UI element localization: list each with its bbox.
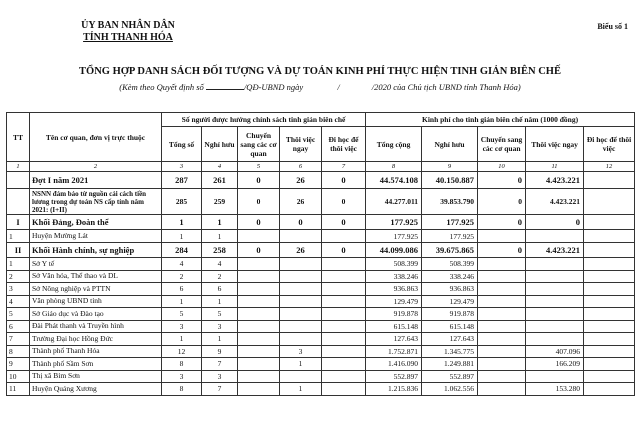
cell-index: 10 [7, 370, 30, 383]
cell-index: 6 [7, 320, 30, 333]
subheader-col-3: Tổng số [162, 127, 202, 162]
cell-value [478, 320, 526, 333]
subtitle-part-3: / [337, 82, 340, 92]
cell-value: 615.148 [366, 320, 422, 333]
cell-value: 4.423.221 [526, 172, 584, 189]
cell-index: 1 [7, 258, 30, 271]
cell-value: 1 [202, 333, 238, 346]
cell-value [584, 270, 635, 283]
staff-reduction-table [6, 112, 635, 396]
cell-value: 407.096 [526, 345, 584, 358]
cell-value: 0 [322, 215, 366, 230]
cell-value [584, 258, 635, 271]
cell-value: 0 [478, 189, 526, 215]
cell-index: 2 [7, 270, 30, 283]
cell-value: 0 [322, 243, 366, 258]
cell-value: 1 [202, 230, 238, 243]
cell-index: 1 [7, 230, 30, 243]
cell-value [280, 333, 322, 346]
cell-value: 258 [202, 243, 238, 258]
cell-value [478, 333, 526, 346]
cell-value [584, 308, 635, 321]
cell-value: 26 [280, 243, 322, 258]
cell-value [322, 320, 366, 333]
table-row [7, 320, 635, 333]
subtitle-part-4: /2020 của Chủ tịch UBND tỉnh Thanh Hóa) [371, 82, 521, 92]
cell-value: 1 [162, 295, 202, 308]
cell-unit-name: Sở Văn hóa, Thể thao và DL [30, 270, 162, 283]
cell-value [526, 320, 584, 333]
cell-index: 8 [7, 345, 30, 358]
cell-value: 5 [202, 308, 238, 321]
annex-label: Biểu số 1 [597, 22, 628, 31]
cell-value [280, 370, 322, 383]
cell-value [238, 333, 280, 346]
cell-value [584, 345, 635, 358]
column-number: 11 [526, 162, 584, 172]
cell-value [584, 172, 635, 189]
column-number: 9 [422, 162, 478, 172]
header-people-group: Số người được hưởng chính sách tinh giản biên chế [162, 113, 366, 127]
cell-value [584, 243, 635, 258]
cell-value [280, 283, 322, 296]
cell-value [322, 270, 366, 283]
cell-value: 40.150.887 [422, 172, 478, 189]
cell-value [238, 295, 280, 308]
cell-unit-name: Sở Y tế [30, 258, 162, 271]
cell-value: 2 [162, 270, 202, 283]
table-row [7, 308, 635, 321]
cell-value: 44.277.011 [366, 189, 422, 215]
column-number: 7 [322, 162, 366, 172]
cell-value [322, 333, 366, 346]
cell-value [478, 258, 526, 271]
subheader-col-8: Tổng cộng [366, 127, 422, 162]
table-row [7, 215, 635, 230]
column-number: 5 [238, 162, 280, 172]
cell-value [322, 370, 366, 383]
cell-value [526, 258, 584, 271]
cell-value: 166.209 [526, 358, 584, 371]
cell-value [526, 230, 584, 243]
cell-value: 44.574.108 [366, 172, 422, 189]
cell-value [478, 383, 526, 396]
cell-value: 338.246 [366, 270, 422, 283]
cell-value [238, 345, 280, 358]
cell-value [478, 308, 526, 321]
cell-value: 177.925 [366, 230, 422, 243]
cell-value: 153.280 [526, 383, 584, 396]
table-row [7, 230, 635, 243]
subheader-col-9: Nghỉ hưu [422, 127, 478, 162]
cell-value: 2 [202, 270, 238, 283]
cell-value: 1 [202, 215, 238, 230]
cell-unit-name: Khối Hành chính, sự nghiệp [30, 243, 162, 258]
cell-value: 4 [202, 258, 238, 271]
cell-value: 26 [280, 172, 322, 189]
cell-value: 0 [478, 172, 526, 189]
cell-value: 508.399 [366, 258, 422, 271]
cell-value [238, 358, 280, 371]
cell-value [280, 270, 322, 283]
cell-value [478, 358, 526, 371]
cell-value: 3 [280, 345, 322, 358]
cell-value: 0 [526, 215, 584, 230]
cell-unit-name: Sở Giáo dục và Đào tạo [30, 308, 162, 321]
cell-value [584, 215, 635, 230]
cell-value: 4.423.221 [526, 243, 584, 258]
cell-value: 1 [162, 215, 202, 230]
cell-value: 6 [202, 283, 238, 296]
cell-index: 5 [7, 308, 30, 321]
cell-value [238, 230, 280, 243]
cell-value [584, 283, 635, 296]
decision-number-blank [206, 80, 244, 90]
cell-value: 0 [238, 243, 280, 258]
cell-value: 919.878 [422, 308, 478, 321]
cell-value: 1 [202, 295, 238, 308]
cell-value [322, 295, 366, 308]
cell-value: 1 [280, 358, 322, 371]
cell-value: 44.099.086 [366, 243, 422, 258]
cell-index: I [7, 215, 30, 230]
cell-value: 936.863 [366, 283, 422, 296]
cell-value: 177.925 [422, 215, 478, 230]
cell-value: 8 [162, 383, 202, 396]
cell-value: 127.643 [366, 333, 422, 346]
cell-value: 6 [162, 283, 202, 296]
cell-value: 8 [162, 358, 202, 371]
cell-value [322, 230, 366, 243]
cell-value: 39.853.790 [422, 189, 478, 215]
cell-value: 285 [162, 189, 202, 215]
column-number: 3 [162, 162, 202, 172]
cell-unit-name: Đài Phát thanh và Truyền hình [30, 320, 162, 333]
cell-value [280, 320, 322, 333]
cell-unit-name: Đợt I năm 2021 [30, 172, 162, 189]
cell-index [7, 172, 30, 189]
cell-value [584, 383, 635, 396]
table-row [7, 295, 635, 308]
cell-value [478, 345, 526, 358]
header-tt: TT [7, 113, 30, 162]
subheader-col-5: Chuyển sang các cơ quan [238, 127, 280, 162]
cell-value: 3 [162, 320, 202, 333]
cell-value [584, 358, 635, 371]
cell-value: 1.249.881 [422, 358, 478, 371]
cell-value: 261 [202, 172, 238, 189]
cell-unit-name: Thị xã Bỉm Sơn [30, 370, 162, 383]
cell-value: 26 [280, 189, 322, 215]
table-row [7, 283, 635, 296]
cell-value: 0 [280, 215, 322, 230]
cell-unit-name: Huyện Mường Lát [30, 230, 162, 243]
cell-value [584, 370, 635, 383]
cell-value [322, 283, 366, 296]
cell-index: II [7, 243, 30, 258]
column-number: 8 [366, 162, 422, 172]
table-row [7, 345, 635, 358]
cell-value [478, 283, 526, 296]
cell-value [584, 320, 635, 333]
cell-unit-name: Khối Đảng, Đoàn thể [30, 215, 162, 230]
cell-unit-name: Trường Đại học Hồng Đức [30, 333, 162, 346]
cell-value: 9 [202, 345, 238, 358]
cell-value [526, 370, 584, 383]
cell-index: 4 [7, 295, 30, 308]
cell-index: 9 [7, 358, 30, 371]
cell-value: 1.416.090 [366, 358, 422, 371]
cell-value: 0 [238, 172, 280, 189]
header-money-group: Kinh phí cho tinh giản biên chế năm (1000 đồng) [366, 113, 635, 127]
cell-value [584, 333, 635, 346]
column-number: 10 [478, 162, 526, 172]
cell-value: 127.643 [422, 333, 478, 346]
column-number: 1 [7, 162, 30, 172]
cell-value: 5 [162, 308, 202, 321]
cell-value: 0 [478, 215, 526, 230]
cell-value [478, 370, 526, 383]
cell-value [478, 295, 526, 308]
cell-value: 284 [162, 243, 202, 258]
cell-value [280, 308, 322, 321]
authority-line-2: TỈNH THANH HÓA [83, 32, 173, 43]
cell-index [7, 189, 30, 215]
subheader-col-7: Đi học để thôi việc [322, 127, 366, 162]
column-number: 6 [280, 162, 322, 172]
cell-value [280, 295, 322, 308]
table-row [7, 172, 635, 189]
subtitle-part-2: /QĐ-UBND ngày [243, 82, 304, 92]
cell-value [280, 230, 322, 243]
cell-value [478, 270, 526, 283]
cell-value: 1.345.775 [422, 345, 478, 358]
cell-value: 0 [322, 172, 366, 189]
table-row [7, 333, 635, 346]
cell-value [584, 230, 635, 243]
cell-unit-name: Văn phòng UBND tỉnh [30, 295, 162, 308]
cell-value: 3 [162, 370, 202, 383]
cell-index: 3 [7, 283, 30, 296]
issuing-authority [58, 20, 198, 44]
cell-value [280, 258, 322, 271]
cell-value: 177.925 [366, 215, 422, 230]
cell-value [584, 189, 635, 215]
cell-value [238, 270, 280, 283]
header-unit: Tên cơ quan, đơn vị trực thuộc [30, 113, 162, 162]
cell-value: 1 [162, 333, 202, 346]
cell-value: 1.752.871 [366, 345, 422, 358]
cell-value: 0 [322, 189, 366, 215]
cell-value: 177.925 [422, 230, 478, 243]
cell-unit-name: Thành phố Thanh Hóa [30, 345, 162, 358]
cell-value [238, 370, 280, 383]
cell-value [526, 270, 584, 283]
cell-value: 1.062.556 [422, 383, 478, 396]
subheader-col-4: Nghỉ hưu [202, 127, 238, 162]
cell-value: 259 [202, 189, 238, 215]
cell-value [238, 308, 280, 321]
cell-value: 552.897 [366, 370, 422, 383]
cell-value [322, 258, 366, 271]
table-row [7, 383, 635, 396]
cell-value [526, 308, 584, 321]
cell-value: 1.215.836 [366, 383, 422, 396]
cell-value [526, 283, 584, 296]
cell-value: 0 [238, 189, 280, 215]
cell-value [238, 383, 280, 396]
cell-value [526, 295, 584, 308]
table-row [7, 189, 635, 215]
cell-value [322, 308, 366, 321]
cell-value [238, 320, 280, 333]
subheader-col-6: Thôi việc ngay [280, 127, 322, 162]
cell-value [478, 230, 526, 243]
cell-value: 4.423.221 [526, 189, 584, 215]
cell-unit-name: NSNN đảm bảo từ nguồn cải cách tiền lương trong dự toán NS cấp tỉnh năm 2021: (I+II) [30, 189, 162, 215]
cell-value: 919.878 [366, 308, 422, 321]
subheader-col-12: Đi học để thôi việc [584, 127, 635, 162]
cell-value: 615.148 [422, 320, 478, 333]
cell-index: 7 [7, 333, 30, 346]
cell-value: 3 [202, 370, 238, 383]
subtitle-part-1: (Kèm theo Quyết định số [119, 82, 204, 92]
table-row [7, 270, 635, 283]
cell-unit-name: Huyện Quảng Xương [30, 383, 162, 396]
cell-value: 0 [478, 243, 526, 258]
cell-value: 338.246 [422, 270, 478, 283]
cell-value: 129.479 [422, 295, 478, 308]
cell-value: 936.863 [422, 283, 478, 296]
cell-value [238, 258, 280, 271]
table-row [7, 243, 635, 258]
cell-value: 12 [162, 345, 202, 358]
subheader-col-11: Thôi việc ngay [526, 127, 584, 162]
cell-value: 7 [202, 383, 238, 396]
authority-line-1: ỦY BAN NHÂN DÂN [81, 20, 175, 31]
column-number: 4 [202, 162, 238, 172]
cell-value: 0 [238, 215, 280, 230]
cell-value: 4 [162, 258, 202, 271]
subheader-col-10: Chuyển sang các cơ quan [478, 127, 526, 162]
cell-value: 287 [162, 172, 202, 189]
cell-value: 1 [162, 230, 202, 243]
cell-value: 1 [280, 383, 322, 396]
cell-value: 39.675.865 [422, 243, 478, 258]
document-subtitle [0, 80, 640, 92]
cell-unit-name: Thành phố Sầm Sơn [30, 358, 162, 371]
table-row [7, 258, 635, 271]
cell-value [322, 383, 366, 396]
cell-value: 508.399 [422, 258, 478, 271]
column-number: 2 [30, 162, 162, 172]
cell-unit-name: Sở Nông nghiệp và PTTN [30, 283, 162, 296]
cell-value [526, 333, 584, 346]
cell-value: 7 [202, 358, 238, 371]
column-number: 12 [584, 162, 635, 172]
cell-value: 3 [202, 320, 238, 333]
table-row [7, 358, 635, 371]
cell-value: 552.897 [422, 370, 478, 383]
cell-value [238, 283, 280, 296]
cell-value [322, 358, 366, 371]
cell-value [584, 295, 635, 308]
cell-value: 129.479 [366, 295, 422, 308]
table-row [7, 370, 635, 383]
document-title: TỔNG HỢP DANH SÁCH ĐỐI TƯỢNG VÀ DỰ TOÁN KINH PHÍ THỰC HIỆN TINH GIẢN BIÊN CHẾ [79, 66, 561, 77]
cell-index: 11 [7, 383, 30, 396]
cell-value [322, 345, 366, 358]
